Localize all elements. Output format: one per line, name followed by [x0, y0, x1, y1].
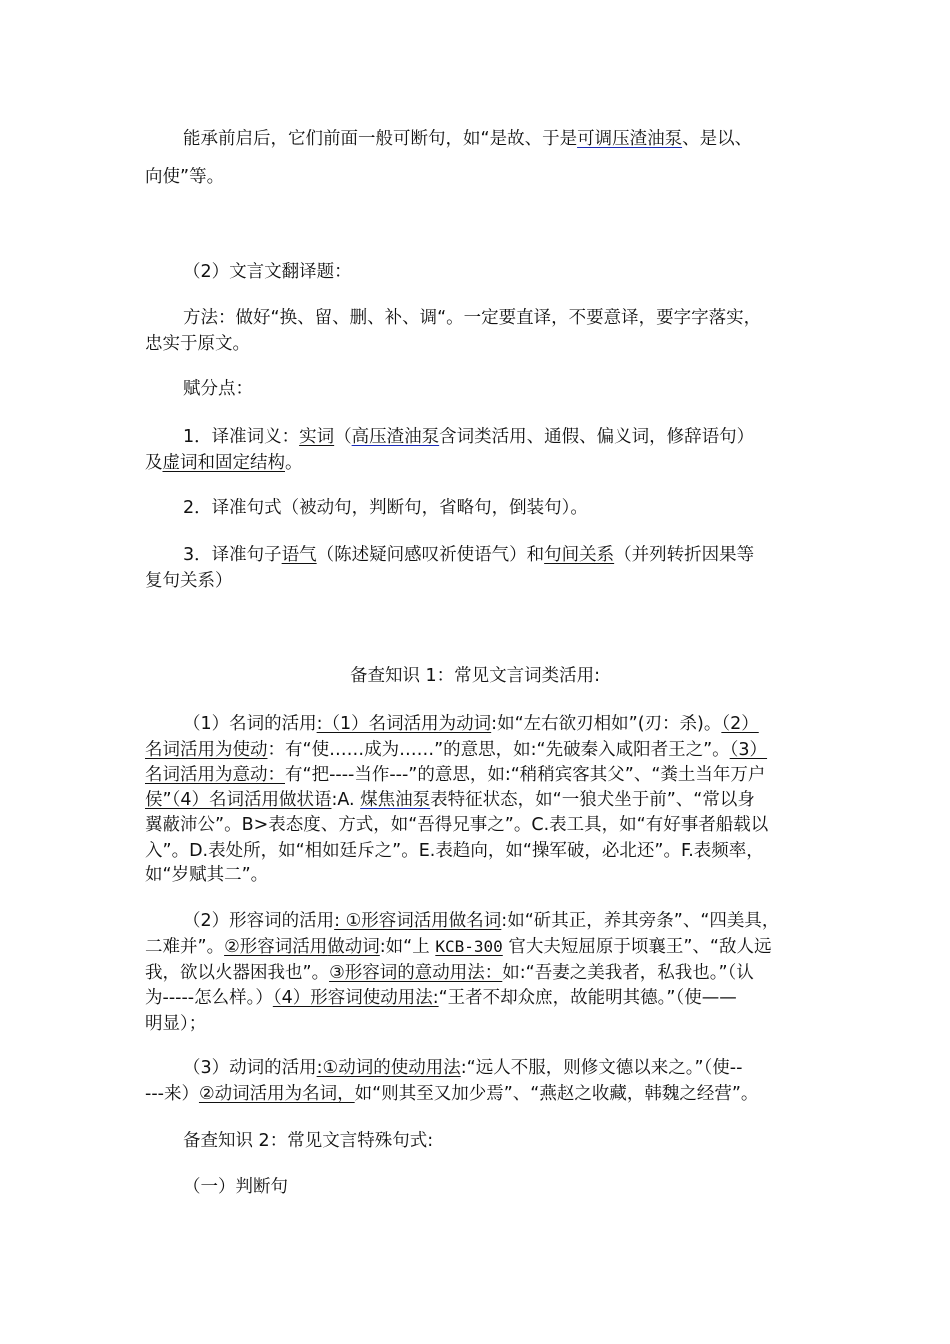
- text: 为-----怎么样。）: [145, 988, 273, 1008]
- text: 如:“吾妻之美我者，私我也。”（认: [502, 963, 754, 983]
- noun-line: [183, 713, 759, 735]
- noun-line: [145, 764, 765, 786]
- adj-line: [145, 987, 737, 1009]
- underlined-term: 名词活用为意动：: [145, 765, 285, 785]
- underlined-term: 虚词和固定结构: [162, 453, 285, 473]
- text: （3）动词的活用: [183, 1058, 317, 1078]
- text: （: [334, 427, 352, 447]
- underlined-term: 实词: [299, 427, 335, 447]
- text: （1）名词的活用: [183, 714, 317, 734]
- text: （2）形容词的活用: [183, 911, 335, 931]
- text: 含词类活用、通假、偏义词，修辞语句）: [439, 427, 755, 447]
- underlined-term: （2）: [721, 714, 759, 734]
- text: :如“左右欲刃相如”(刃：杀)。: [491, 714, 722, 734]
- text: 官大夫短屈原于顷襄王”、“敌人远: [508, 937, 772, 957]
- points-heading: 赋分点：: [183, 379, 253, 399]
- underlined-term: ②形容词活用: [224, 937, 328, 957]
- underlined-term: :①动词的使动用法: [316, 1058, 461, 1078]
- point-3-cont: 复句关系）: [145, 571, 233, 591]
- noun-line: 翼蔽沛公”。B>表态度、方式，如“吾得兄事之”。C.表工具，如“有好事者船载以: [145, 815, 769, 835]
- noun-line: 如“岁赋其二”。: [145, 865, 269, 885]
- noun-line: [145, 739, 767, 761]
- underlined-term: ③形容词的意动用法：: [329, 963, 503, 983]
- underlined-term: : ①形容词活用做名词: [334, 911, 502, 931]
- verb-line: [183, 1057, 742, 1079]
- text: :“远人不服，则修文德以来之。”（使--: [460, 1058, 743, 1078]
- point-1-cont: [145, 452, 303, 474]
- underlined-term: （3）: [729, 740, 768, 760]
- underlined-term: 做状语: [278, 790, 332, 810]
- ref1-title: 备查知识 1：常见文言词类活用:: [349, 666, 601, 686]
- text: 及: [145, 453, 163, 473]
- underlined-term: 语气: [281, 545, 317, 565]
- text: ---来）: [145, 1084, 199, 1104]
- text: 3．译准句子: [183, 545, 282, 565]
- ref2-title: 备查知识 2：常见文言特殊句式:: [183, 1131, 434, 1151]
- paragraph-line: [183, 128, 752, 150]
- text: 能承前启后，它们前面一般可断句，如“是故、于是: [183, 129, 578, 149]
- section-heading: （2）文言文翻译题：: [183, 262, 352, 282]
- text: :如“上: [379, 937, 430, 957]
- adj-line: [145, 936, 771, 958]
- text: 二难并”。: [145, 937, 225, 957]
- underlined-term: 做动词: [327, 937, 380, 957]
- underlined-term: ②动词活用为名词，: [198, 1084, 355, 1104]
- text: （陈述疑问感叹祈使语气）和: [316, 545, 545, 565]
- point-2: 2．译准句式（被动句，判断句，省略句，倒装句）。: [183, 498, 588, 518]
- method-line: 方法：做好“换、留、删、补、调“。一定要直译，不要意译，要字字落实，: [183, 308, 762, 328]
- adj-line: 明显）；: [145, 1014, 207, 1034]
- text: 。: [285, 453, 303, 473]
- text: （并列转折因果等: [614, 545, 755, 565]
- ref2-subheading: （一）判断句: [183, 1177, 288, 1197]
- underlined-term: 名词活用为使动: [145, 740, 268, 760]
- text: 有“把----当作---”的意思，如:“稍稍宾客其父”、“粪土当年万户: [285, 765, 766, 785]
- text: 表特征状态，如“一狼犬坐于前”、“常以身: [430, 790, 755, 810]
- underlined-term: :（1）名词活用为动词: [316, 714, 492, 734]
- text: :A.: [331, 790, 355, 810]
- text: 如“则其至又加少焉”、“燕赵之收藏，韩魏之经营”。: [354, 1084, 759, 1104]
- adj-line: [145, 962, 754, 984]
- text: 我，欲以火器困我也”。: [145, 963, 330, 983]
- text: 1．译准词义：: [183, 427, 300, 447]
- text: :如“斫其正，养其旁条”、“四美具，: [501, 911, 780, 931]
- pump-link[interactable]: 高压渣油泵: [351, 427, 440, 447]
- adj-line: [183, 910, 779, 932]
- noun-line: 入”。D.表处所，如“相如廷斥之”。E.表趋向，如“操军破，必北还”。F.表频率，: [145, 841, 764, 861]
- point-1: [183, 426, 754, 448]
- noun-line: [145, 789, 755, 811]
- underlined-term: 侯”（4）名词活用: [145, 790, 279, 810]
- underlined-term: （4）形容词使动用法:: [272, 988, 439, 1008]
- paragraph-line: 向使”等。: [145, 167, 225, 187]
- pump-link[interactable]: 煤焦油泵: [360, 790, 431, 810]
- underlined-term: 句间关系: [544, 545, 615, 565]
- model-code: KCB-300: [435, 937, 503, 956]
- pump-link[interactable]: 可调压渣油泵: [577, 129, 683, 149]
- text: ：有“使……成为……”的意思，如:“先破秦入咸阳者王之”。: [267, 740, 730, 760]
- text: 、是以、: [682, 129, 753, 149]
- method-line: 忠实于原文。: [145, 334, 250, 354]
- verb-line: [145, 1083, 758, 1105]
- point-3: [183, 544, 754, 566]
- text: “王者不却众庶，故能明其德。”（使——: [438, 988, 737, 1008]
